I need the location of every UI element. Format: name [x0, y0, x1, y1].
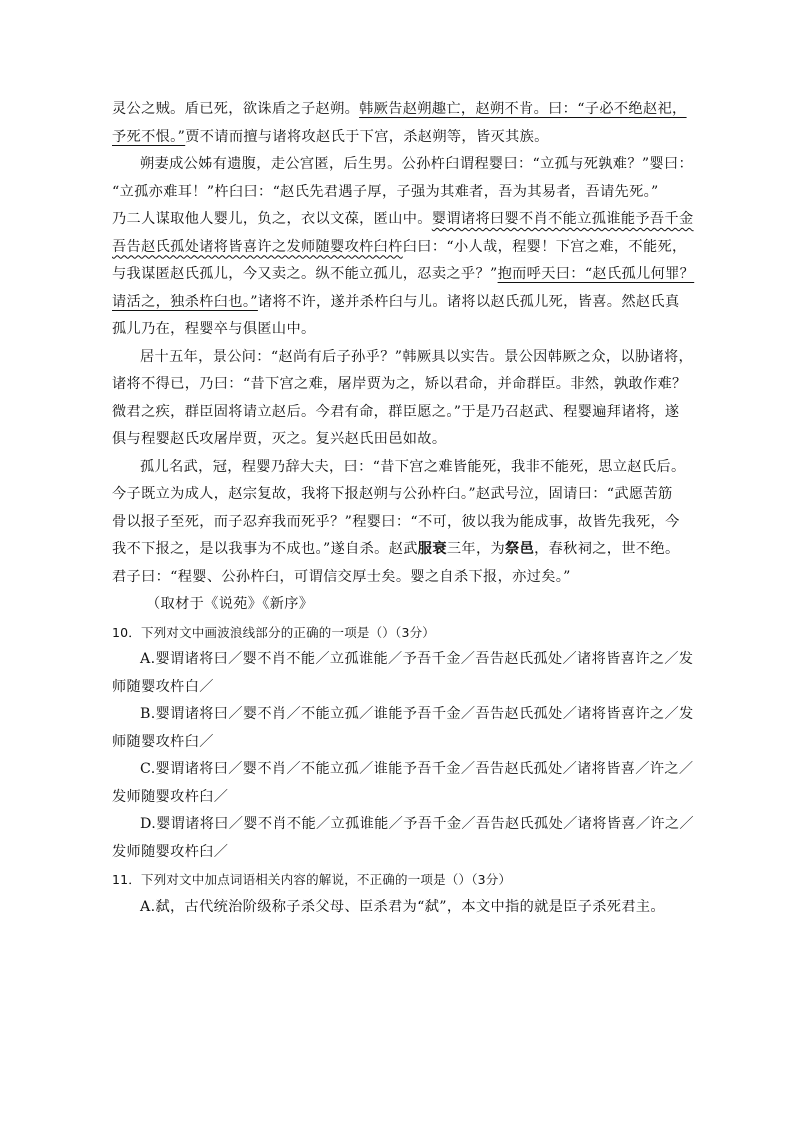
dotted-term: 服衰 — [417, 541, 447, 557]
p2-line-2: “立孤亦难耳！”杵臼曰：“赵氏先君遇子厚，子强为其难者，吾为其易者，吾请先死。” — [112, 183, 659, 200]
text: 乃二人谋取他人婴儿，负之，衣以文葆，匿山中。 — [112, 211, 432, 227]
q10-option-d-line-2: 发师随婴攻杵臼／ — [112, 843, 229, 860]
underlined-text: 抱而呼天曰：“赵氏孤儿何罪？ — [497, 266, 695, 282]
p3-line-3: 微君之疾，群臣固将请立赵后。今君有命，群臣愿之。”于是乃召赵武、程婴遍拜诸将，遂 — [112, 403, 680, 420]
q10-option-b-line-1: B.婴谓诸将曰／婴不肖／不能立孤／谁能予吾千金／吾告赵氏孤处／诸将皆喜许之／发 — [140, 706, 694, 722]
wavy-underlined-text: 吾告赵氏孤处诸将皆喜许之发师随婴攻杵臼杵 — [112, 238, 403, 255]
p2-line-1: 朔妻成公姊有遗腹，走公宫匿，后生男。公孙杵臼谓程婴曰：“立孤与死孰难？”婴曰： — [140, 156, 694, 172]
underlined-text: 韩厥告赵朔趣亡，赵朔不肯。曰：“子必不绝赵祀， — [359, 101, 687, 117]
underlined-text: 予死不恨。” — [112, 128, 186, 145]
text: 灵公之贼。盾已死，欲诛盾之子赵朔。 — [112, 101, 360, 117]
p4-line-3: 骨以报子至死，而子忍弃我而死乎？”程婴曰：“不可，彼以我为能成事，故皆先我死，今 — [112, 513, 680, 530]
p3-line-4: 俱与程婴赵氏攻屠岸贾，灭之。复兴赵氏田邑如故。 — [112, 431, 447, 447]
p4-line-1: 孤儿名武，冠，程婴乃辞大夫，曰：“昔下宫之难皆能死，我非不能死，思立赵氏后。 — [140, 458, 686, 475]
text: ，春秋祠之，世不绝。 — [534, 541, 680, 557]
p2-line-5 — [112, 261, 695, 289]
p2-line-7: 孤儿乃在，程婴卒与俱匿山中。 — [112, 321, 316, 337]
q10-option-c-line-1: C.婴谓诸将曰／婴不肖／不能立孤／谁能予吾千金／吾告赵氏孤处／诸将皆喜／许之／ — [140, 761, 694, 777]
p2-line-6 — [112, 289, 686, 317]
q10-option-d-line-1: D.婴谓诸将曰／婴不肖不能／立孤谁能／予吾千金／吾告赵氏孤处／诸将皆喜／许之／ — [140, 816, 694, 832]
question-11-stem: 11．下列对文中加点词语相关内容的解说，不正确的一项是（）（3分） — [112, 872, 512, 887]
p2-line-4 — [112, 234, 686, 262]
question-10-stem: 10．下列对文中画波浪线部分的正确的一项是（）（3分） — [112, 624, 436, 640]
text: 诸将不许，遂并杀杵臼与儿。诸将以赵氏孤儿死，皆喜。然赵氏真 — [257, 293, 680, 310]
text: 贾不请而擅与诸将攻赵氏于下宫，杀赵朔等，皆灭其族。 — [185, 128, 549, 145]
q11-option-a-line-1: A.弑，古代统治阶级称子杀父母、臣杀君为“弑”，本文中指的就是臣子杀死君主。 — [140, 898, 665, 915]
p1-line-2 — [112, 124, 686, 152]
text: 我不下报之，是以我事为不成也。”遂自杀。赵武 — [112, 541, 418, 557]
p4-line-5: 君子曰：“程婴、公孙杵臼，可谓信交厚士矣。婴之自杀下报，亦过矣。” — [112, 568, 571, 585]
p3-line-2: 诸将不得已，乃曰：“昔下宫之难，屠岸贾为之，矫以君命，并命群臣。非然，孰敢作难？ — [112, 376, 687, 392]
p1-line-1 — [112, 96, 686, 124]
text: 臼曰：“小人哉，程婴！下宫之难，不能死， — [402, 238, 687, 255]
q10-option-a-line-1: A.婴谓诸将曰／婴不肖不能／立孤谁能／予吾千金／吾告赵氏孤处／诸将皆喜许之／发 — [140, 651, 694, 667]
p4-line-4 — [112, 536, 686, 564]
underlined-text: 请活之，独杀杵臼也。” — [112, 293, 258, 310]
text: 三年，为 — [446, 541, 506, 557]
text: 与我谋匿赵氏孤儿，今又卖之。纵不能立孤儿，忍卖之乎？” — [112, 266, 498, 282]
dotted-term: 祭邑 — [505, 541, 535, 557]
q10-option-a-line-2: 师随婴攻杵白／ — [112, 678, 214, 695]
p2-line-3 — [112, 206, 694, 234]
q10-option-b-line-2: 师随婴攻杵臼／ — [112, 733, 214, 750]
wavy-underlined-text: 婴谓诸将曰婴不肖不能立孤谁能予吾千金 — [431, 211, 694, 227]
document-page — [112, 96, 695, 921]
p3-line-1: 居十五年，景公问：“赵尚有后子孙乎？”韩厥具以实告。景公因韩厥之众，以胁诸将， — [140, 348, 694, 365]
p4-line-2: 今子既立为成人，赵宗复故，我将下报赵朔与公孙杵臼。”赵武号泣，固请曰：“武愿苦筋 — [112, 486, 673, 502]
q10-option-c-line-2: 发师随婴攻杵臼／ — [112, 788, 229, 805]
source-citation: （取材于《说苑》《新序》 — [146, 596, 314, 612]
